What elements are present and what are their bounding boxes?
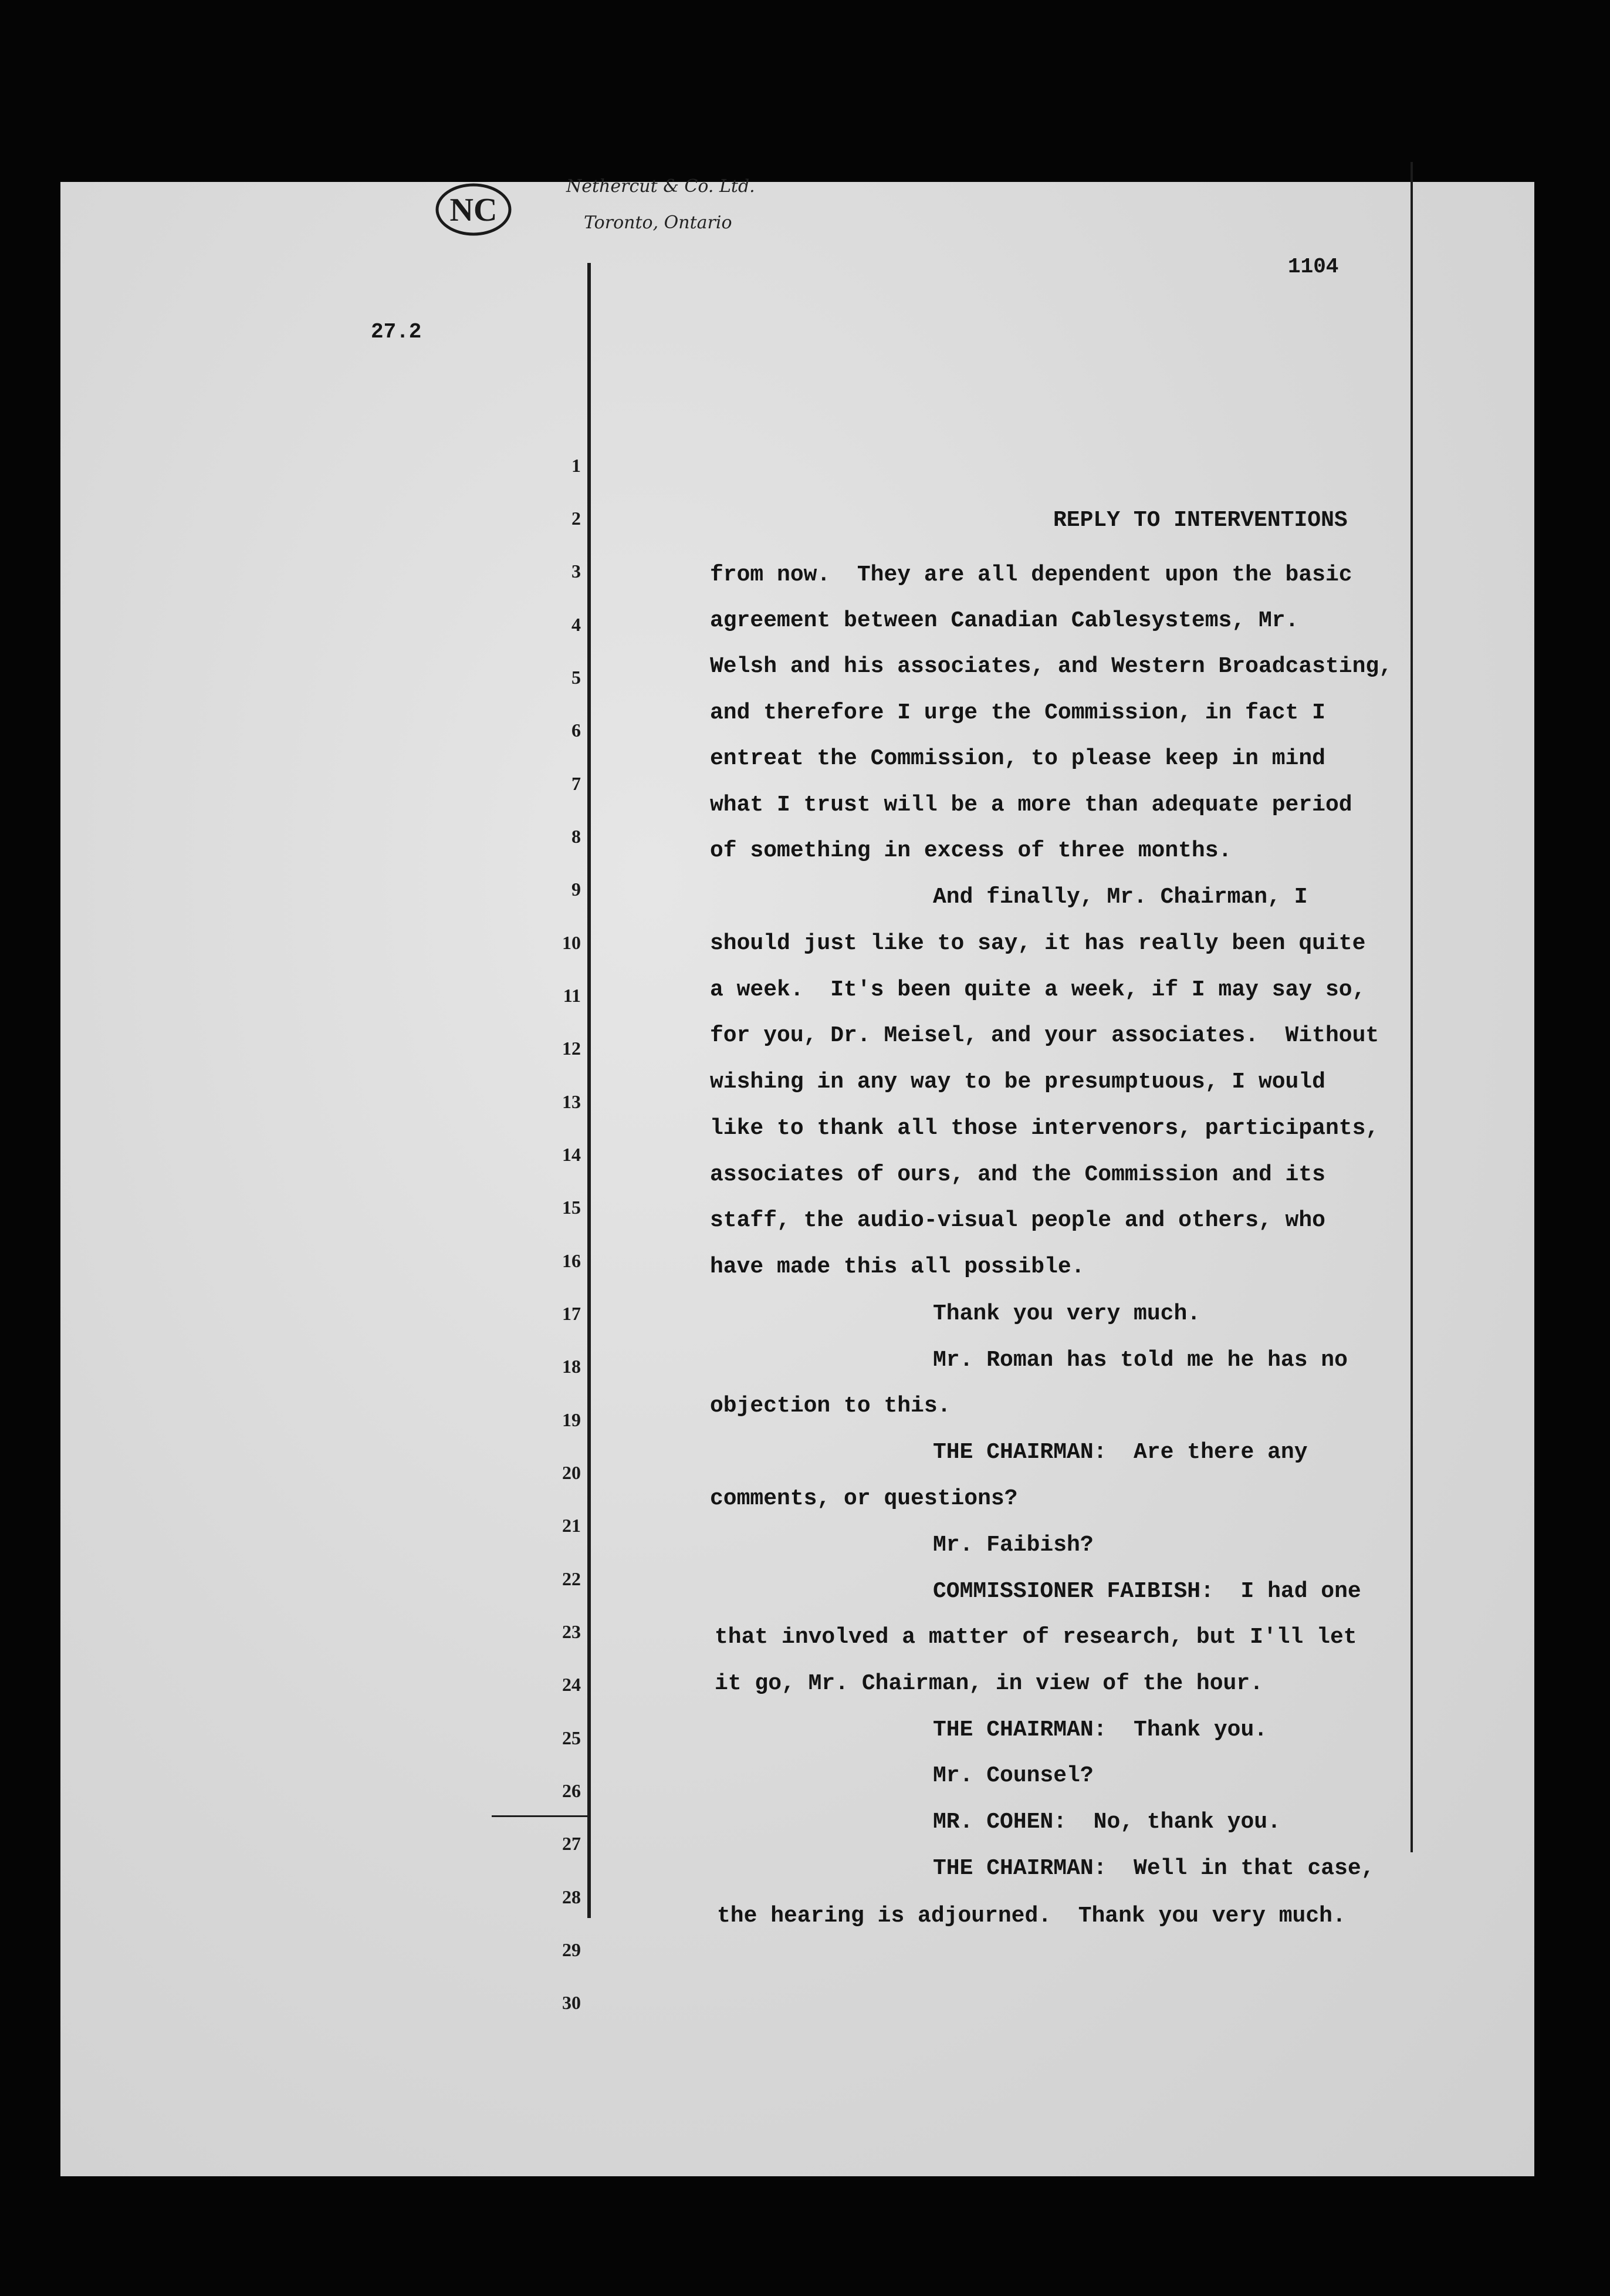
transcript-line: THE CHAIRMAN: Well in that case, bbox=[933, 1856, 1375, 1881]
line-number: 5 bbox=[571, 667, 581, 688]
company-logo bbox=[434, 182, 513, 238]
transcript-line: objection to this. bbox=[710, 1393, 951, 1419]
section-heading: REPLY TO INTERVENTIONS bbox=[1053, 508, 1348, 533]
transcript-line: a week. It's been quite a week, if I may say so, bbox=[710, 977, 1366, 1002]
transcript-line: MR. COHEN: No, thank you. bbox=[933, 1809, 1281, 1835]
left-margin-rule bbox=[587, 263, 591, 1918]
transcript-line: entreat the Commission, to please keep in mind bbox=[710, 746, 1325, 771]
line-number: 18 bbox=[562, 1356, 581, 1377]
right-margin-rule bbox=[1411, 162, 1413, 1852]
transcript-line: staff, the audio-visual people and others, who bbox=[710, 1208, 1325, 1233]
page-number: 1104 bbox=[1288, 255, 1339, 279]
line-number: 8 bbox=[571, 826, 581, 847]
transcript-line: THE CHAIRMAN: Thank you. bbox=[933, 1717, 1268, 1743]
transcript-line: Mr. Counsel? bbox=[933, 1763, 1094, 1788]
logo-text: NC bbox=[449, 192, 498, 228]
line-number: 1 bbox=[571, 455, 581, 476]
line-number: 3 bbox=[571, 561, 581, 582]
line-number: 17 bbox=[562, 1303, 581, 1324]
line-number: 23 bbox=[562, 1621, 581, 1642]
transcript-line: for you, Dr. Meisel, and your associates. Without bbox=[710, 1023, 1379, 1048]
line-number: 22 bbox=[562, 1568, 581, 1589]
transcript-line: Thank you very much. bbox=[933, 1301, 1201, 1326]
line-number: 30 bbox=[562, 1992, 581, 2013]
transcript-line: and therefore I urge the Commission, in fact I bbox=[710, 700, 1325, 725]
transcript-line: should just like to say, it has really been quite bbox=[710, 931, 1366, 956]
line-number: 28 bbox=[562, 1886, 581, 1907]
transcript-line: have made this all possible. bbox=[710, 1254, 1085, 1279]
transcript-line: it go, Mr. Chairman, in view of the hour. bbox=[715, 1671, 1263, 1696]
transcript-line: Mr. Roman has told me he has no bbox=[933, 1348, 1348, 1373]
line-number: 7 bbox=[571, 773, 581, 794]
line-number: 29 bbox=[562, 1939, 581, 1960]
line-number: 21 bbox=[562, 1515, 581, 1536]
line-number: 16 bbox=[562, 1250, 581, 1271]
transcript-line: COMMISSIONER FAIBISH: I had one bbox=[933, 1579, 1361, 1604]
transcript-line: like to thank all those intervenors, participants, bbox=[710, 1116, 1379, 1141]
transcript-line: Welsh and his associates, and Western Broadcasting, bbox=[710, 654, 1392, 679]
company-city: Toronto, Ontario bbox=[584, 212, 732, 233]
margin-note: 27.2 bbox=[371, 320, 422, 344]
line-number: 14 bbox=[562, 1144, 581, 1165]
transcript-line: And finally, Mr. Chairman, I bbox=[933, 884, 1308, 910]
line-number: 27 bbox=[562, 1833, 581, 1854]
line-number: 2 bbox=[571, 508, 581, 529]
line-number: 4 bbox=[571, 614, 581, 635]
transcript-line: wishing in any way to be presumptuous, I would bbox=[710, 1069, 1325, 1095]
transcript-line: of something in excess of three months. bbox=[710, 838, 1232, 863]
bottom-margin-rule bbox=[492, 1815, 590, 1817]
line-number: 24 bbox=[562, 1674, 581, 1695]
transcript-line: from now. They are all dependent upon the basic bbox=[710, 562, 1352, 587]
company-name: Nethercut & Co. Ltd. bbox=[566, 176, 755, 197]
line-number: 19 bbox=[562, 1409, 581, 1430]
line-number: 11 bbox=[563, 985, 581, 1006]
transcript-line: agreement between Canadian Cablesystems, Mr. bbox=[710, 608, 1299, 633]
transcript-line: Mr. Faibish? bbox=[933, 1532, 1094, 1558]
line-number: 9 bbox=[571, 879, 581, 900]
line-number: 25 bbox=[562, 1727, 581, 1748]
transcript-line: what I trust will be a more than adequate period bbox=[710, 792, 1352, 818]
transcript-line: comments, or questions? bbox=[710, 1486, 1018, 1511]
line-number: 20 bbox=[562, 1462, 581, 1483]
transcript-line: THE CHAIRMAN: Are there any bbox=[933, 1440, 1308, 1465]
transcript-line: that involved a matter of research, but I'll let bbox=[715, 1625, 1357, 1650]
transcript-line: associates of ours, and the Commission and its bbox=[710, 1162, 1325, 1187]
line-number: 26 bbox=[562, 1780, 581, 1801]
line-number: 13 bbox=[562, 1091, 581, 1112]
line-number: 6 bbox=[571, 720, 581, 741]
line-number: 15 bbox=[562, 1197, 581, 1218]
transcript-line: the hearing is adjourned. Thank you very much. bbox=[717, 1903, 1346, 1929]
line-number: 10 bbox=[562, 932, 581, 953]
line-number: 12 bbox=[562, 1038, 581, 1059]
